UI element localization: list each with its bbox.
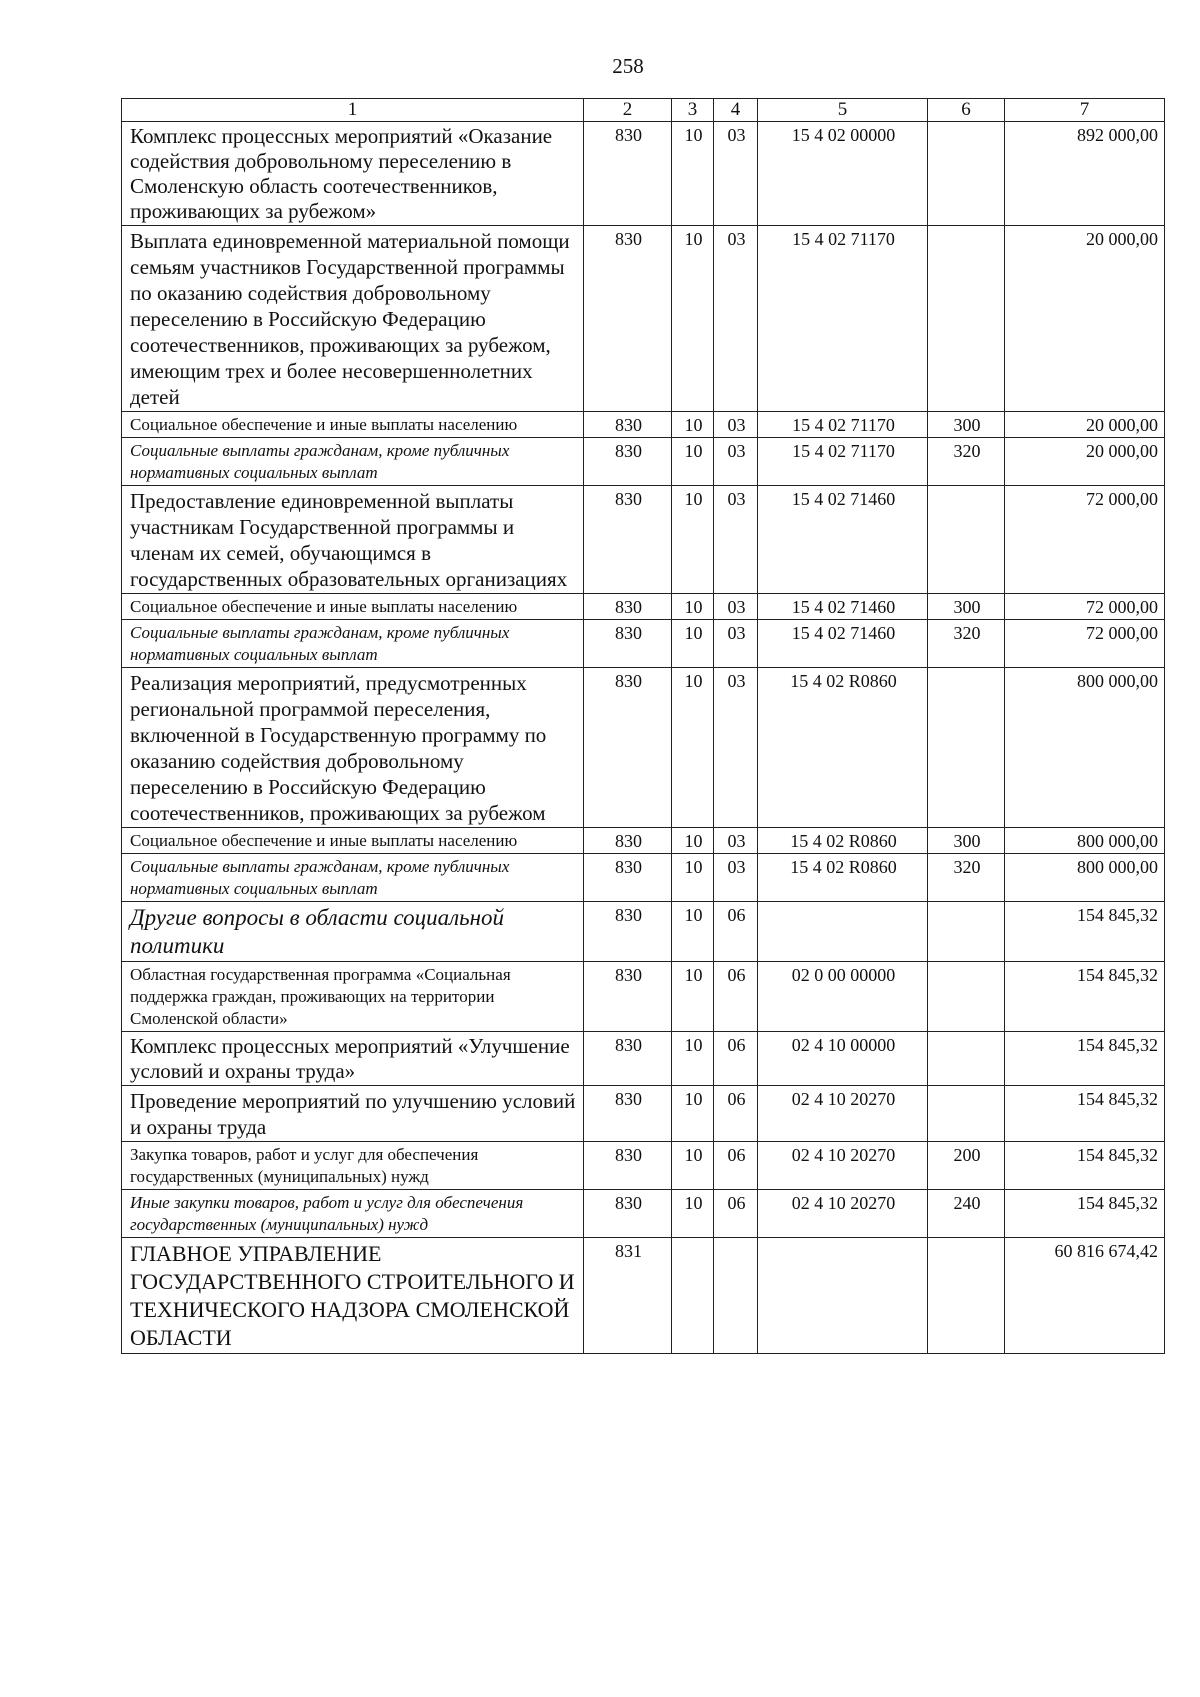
row-expense-type — [928, 962, 1005, 1032]
row-section: 10 — [672, 1190, 714, 1238]
row-expense-type: 300 — [928, 594, 1005, 620]
row-section: 10 — [672, 1086, 714, 1142]
row-expense-type — [928, 226, 1005, 412]
row-amount: 892 000,00 — [1005, 122, 1165, 226]
row-name: Проведение мероприятий по улучшению условий и охраны труда — [122, 1086, 584, 1142]
row-amount: 72 000,00 — [1005, 486, 1165, 594]
row-section: 10 — [672, 668, 714, 828]
row-admin-code: 830 — [584, 854, 672, 902]
table-row — [122, 1142, 1165, 1190]
row-amount: 154 845,32 — [1005, 962, 1165, 1032]
row-expense-type — [928, 1238, 1005, 1354]
row-section: 10 — [672, 828, 714, 854]
row-name: Закупка товаров, работ и услуг для обеспечения государственных (муниципальных) нужд — [122, 1142, 584, 1190]
row-name: ГЛАВНОЕ УПРАВЛЕНИЕ ГОСУДАРСТВЕННОГО СТРОИТЕЛЬНОГО И ТЕХНИЧЕСКОГО НАДЗОРА СМОЛЕНСКОЙ ОБЛАСТИ — [122, 1238, 584, 1354]
row-target-code: 15 4 02 R0860 — [758, 668, 928, 828]
row-target-code: 02 4 10 20270 — [758, 1086, 928, 1142]
row-amount: 72 000,00 — [1005, 620, 1165, 668]
row-subsection: 03 — [714, 620, 758, 668]
row-admin-code: 830 — [584, 902, 672, 962]
row-name: Комплекс процессных мероприятий «Оказание содействия добровольному переселению в Смоленскую область соотечественников, проживающих за рубежом» — [122, 122, 584, 226]
row-subsection: 03 — [714, 438, 758, 486]
column-header: 6 — [928, 99, 1005, 122]
row-admin-code: 830 — [584, 1032, 672, 1086]
table-row — [122, 668, 1165, 828]
row-admin-code: 830 — [584, 594, 672, 620]
row-subsection — [714, 1238, 758, 1354]
row-expense-type — [928, 1086, 1005, 1142]
row-amount: 60 816 674,42 — [1005, 1238, 1165, 1354]
row-section: 10 — [672, 122, 714, 226]
row-expense-type — [928, 902, 1005, 962]
column-header: 4 — [714, 99, 758, 122]
row-subsection: 03 — [714, 122, 758, 226]
row-name: Предоставление единовременной выплаты участникам Государственной программы и членам их семей, обучающимся в государственных образовательных организациях — [122, 486, 584, 594]
row-section: 10 — [672, 594, 714, 620]
row-target-code: 15 4 02 71170 — [758, 412, 928, 438]
row-amount: 72 000,00 — [1005, 594, 1165, 620]
row-admin-code: 830 — [584, 1086, 672, 1142]
row-name: Выплата единовременной материальной помощи семьям участников Государственной программы по оказанию содействия добровольному переселению в Российскую Федерацию соотечественников, проживающих за рубежом, имеющим трех и более несовершеннолетних детей — [122, 226, 584, 412]
row-expense-type — [928, 486, 1005, 594]
column-header: 1 — [122, 99, 584, 122]
row-amount: 154 845,32 — [1005, 1142, 1165, 1190]
column-header: 3 — [672, 99, 714, 122]
row-section: 10 — [672, 1032, 714, 1086]
row-name: Социальное обеспечение и иные выплаты населению — [122, 412, 584, 438]
row-subsection: 03 — [714, 668, 758, 828]
row-amount: 20 000,00 — [1005, 226, 1165, 412]
table-row — [122, 962, 1165, 1032]
row-subsection: 03 — [714, 594, 758, 620]
table-row — [122, 1032, 1165, 1086]
table-row — [122, 122, 1165, 226]
row-section: 10 — [672, 226, 714, 412]
row-name: Социальное обеспечение и иные выплаты населению — [122, 828, 584, 854]
row-target-code: 15 4 02 71460 — [758, 620, 928, 668]
row-name: Другие вопросы в области социальной политики — [122, 902, 584, 962]
row-amount: 20 000,00 — [1005, 438, 1165, 486]
row-subsection: 06 — [714, 962, 758, 1032]
row-admin-code: 830 — [584, 226, 672, 412]
table-row — [122, 226, 1165, 412]
row-target-code: 15 4 02 R0860 — [758, 828, 928, 854]
table-row — [122, 1238, 1165, 1354]
row-amount: 154 845,32 — [1005, 1032, 1165, 1086]
row-admin-code: 830 — [584, 412, 672, 438]
row-section — [672, 1238, 714, 1354]
row-subsection: 06 — [714, 1142, 758, 1190]
row-target-code: 15 4 02 00000 — [758, 122, 928, 226]
row-section: 10 — [672, 486, 714, 594]
table-row — [122, 1086, 1165, 1142]
row-subsection: 06 — [714, 1032, 758, 1086]
row-amount: 800 000,00 — [1005, 828, 1165, 854]
table-row — [122, 902, 1165, 962]
row-expense-type: 300 — [928, 412, 1005, 438]
row-expense-type — [928, 1032, 1005, 1086]
row-section: 10 — [672, 620, 714, 668]
row-admin-code: 830 — [584, 122, 672, 226]
row-admin-code: 831 — [584, 1238, 672, 1354]
row-target-code: 15 4 02 71170 — [758, 226, 928, 412]
row-name: Иные закупки товаров, работ и услуг для обеспечения государственных (муниципальных) нужд — [122, 1190, 584, 1238]
row-section: 10 — [672, 962, 714, 1032]
row-expense-type — [928, 122, 1005, 226]
row-section: 10 — [672, 902, 714, 962]
row-target-code: 02 4 10 20270 — [758, 1190, 928, 1238]
column-header: 5 — [758, 99, 928, 122]
row-name: Социальные выплаты гражданам, кроме публичных нормативных социальных выплат — [122, 854, 584, 902]
row-target-code: 15 4 02 71460 — [758, 594, 928, 620]
row-admin-code: 830 — [584, 620, 672, 668]
row-admin-code: 830 — [584, 1142, 672, 1190]
row-target-code: 15 4 02 R0860 — [758, 854, 928, 902]
row-subsection: 06 — [714, 902, 758, 962]
column-header: 7 — [1005, 99, 1165, 122]
row-amount: 154 845,32 — [1005, 902, 1165, 962]
column-header: 2 — [584, 99, 672, 122]
row-name: Областная государственная программа «Социальная поддержка граждан, проживающих на территории Смоленской области» — [122, 962, 584, 1032]
row-expense-type: 240 — [928, 1190, 1005, 1238]
row-section: 10 — [672, 1142, 714, 1190]
row-section: 10 — [672, 854, 714, 902]
row-section: 10 — [672, 412, 714, 438]
row-subsection: 03 — [714, 828, 758, 854]
row-amount: 154 845,32 — [1005, 1086, 1165, 1142]
budget-table — [121, 98, 1165, 1354]
row-expense-type: 320 — [928, 438, 1005, 486]
row-name: Социальные выплаты гражданам, кроме публичных нормативных социальных выплат — [122, 438, 584, 486]
row-expense-type: 200 — [928, 1142, 1005, 1190]
row-admin-code: 830 — [584, 962, 672, 1032]
row-amount: 800 000,00 — [1005, 668, 1165, 828]
row-amount: 20 000,00 — [1005, 412, 1165, 438]
row-target-code — [758, 1238, 928, 1354]
row-target-code: 02 4 10 20270 — [758, 1142, 928, 1190]
row-subsection: 06 — [714, 1190, 758, 1238]
table-row — [122, 594, 1165, 620]
table-row — [122, 486, 1165, 594]
page-number: 258 — [612, 54, 644, 78]
row-expense-type: 320 — [928, 620, 1005, 668]
row-expense-type: 300 — [928, 828, 1005, 854]
row-admin-code: 830 — [584, 828, 672, 854]
row-subsection: 03 — [714, 486, 758, 594]
row-name: Социальные выплаты гражданам, кроме публичных нормативных социальных выплат — [122, 620, 584, 668]
row-name: Комплекс процессных мероприятий «Улучшение условий и охраны труда» — [122, 1032, 584, 1086]
row-admin-code: 830 — [584, 486, 672, 594]
table-row — [122, 1190, 1165, 1238]
row-subsection: 03 — [714, 412, 758, 438]
row-expense-type: 320 — [928, 854, 1005, 902]
row-section: 10 — [672, 438, 714, 486]
table-row — [122, 828, 1165, 854]
row-subsection: 03 — [714, 226, 758, 412]
row-target-code: 15 4 02 71460 — [758, 486, 928, 594]
table-row — [122, 412, 1165, 438]
table-row — [122, 620, 1165, 668]
row-admin-code: 830 — [584, 668, 672, 828]
row-target-code — [758, 902, 928, 962]
row-amount: 154 845,32 — [1005, 1190, 1165, 1238]
table-row — [122, 438, 1165, 486]
row-name: Реализация мероприятий, предусмотренных региональной программой переселения, включенной в Государственную программу по оказанию содействия добровольному переселению в Российскую Федерацию соотечественников, проживающих за рубежом — [122, 668, 584, 828]
row-subsection: 06 — [714, 1086, 758, 1142]
header-row — [122, 99, 1165, 122]
row-admin-code: 830 — [584, 438, 672, 486]
row-subsection: 03 — [714, 854, 758, 902]
row-expense-type — [928, 668, 1005, 828]
row-name: Социальное обеспечение и иные выплаты населению — [122, 594, 584, 620]
row-amount: 800 000,00 — [1005, 854, 1165, 902]
row-target-code: 02 0 00 00000 — [758, 962, 928, 1032]
row-target-code: 15 4 02 71170 — [758, 438, 928, 486]
row-admin-code: 830 — [584, 1190, 672, 1238]
row-target-code: 02 4 10 00000 — [758, 1032, 928, 1086]
table-row — [122, 854, 1165, 902]
